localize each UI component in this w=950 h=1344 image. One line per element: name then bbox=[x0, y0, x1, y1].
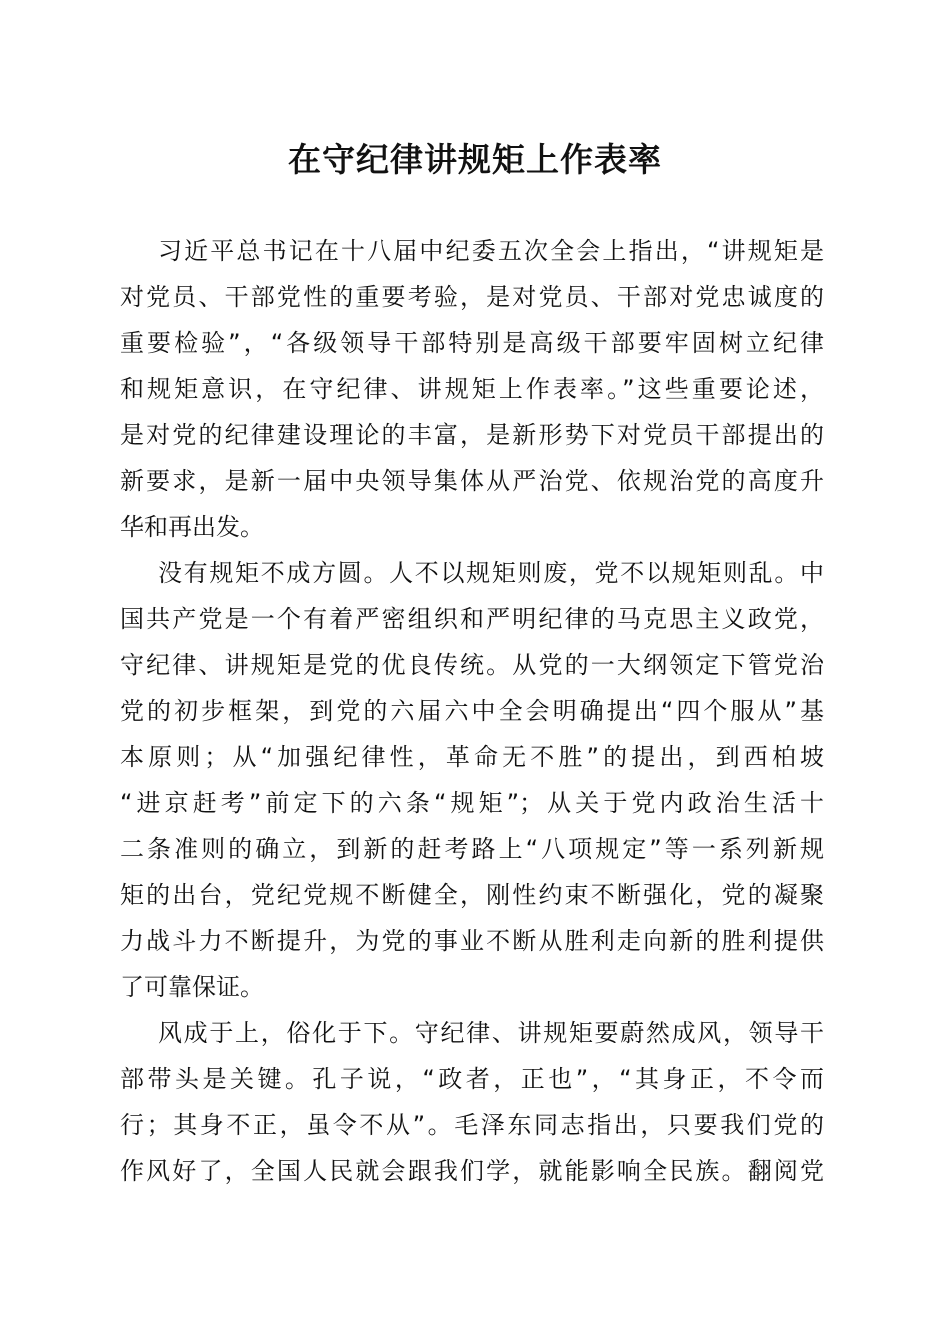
text-line: 二条准则的确立，到新的赶考路上“八项规定”等一系列新规 bbox=[120, 835, 824, 863]
text-line: 矩的出台，党纪党规不断健全，刚性约束不断强化，党的凝聚 bbox=[120, 881, 824, 909]
paragraph-1 bbox=[120, 228, 824, 550]
document-title: 在守纪律讲规矩上作表率 bbox=[288, 140, 662, 179]
text-line: 华和再出发。 bbox=[120, 513, 264, 541]
text-line: 行；其身不正，虽令不从”。毛泽东同志指出，只要我们党的 bbox=[120, 1111, 824, 1139]
text-line: 新要求，是新一届中央领导集体从严治党、依规治党的高度升 bbox=[120, 467, 824, 495]
text-line: 了可靠保证。 bbox=[120, 973, 264, 1001]
text-line: 力战斗力不断提升，为党的事业不断从胜利走向新的胜利提供 bbox=[120, 927, 824, 955]
text-line: 党的初步框架，到党的六届六中全会明确提出“四个服从”基 bbox=[120, 697, 824, 725]
text-line: 部带头是关键。孔子说，“政者，正也”，“其身正，不令而 bbox=[120, 1065, 824, 1093]
text-line: 国共产党是一个有着严密组织和严明纪律的马克思主义政党， bbox=[120, 605, 824, 633]
text-line: 本原则；从“加强纪律性，革命无不胜”的提出，到西柏坡 bbox=[120, 743, 824, 771]
text-line: 重要检验”，“各级领导干部特别是高级干部要牢固树立纪律 bbox=[120, 329, 824, 357]
document-body bbox=[120, 228, 824, 1194]
paragraph-2 bbox=[120, 550, 824, 1010]
text-line: 和规矩意识，在守纪律、讲规矩上作表率。”这些重要论述， bbox=[120, 375, 824, 403]
text-line: “进京赶考”前定下的六条“规矩”；从关于党内政治生活十 bbox=[120, 789, 824, 817]
text-line: 对党员、干部党性的重要考验，是对党员、干部对党忠诚度的 bbox=[120, 283, 824, 311]
text-line: 作风好了，全国人民就会跟我们学，就能影响全民族。翻阅党 bbox=[120, 1157, 824, 1185]
paragraph-3 bbox=[120, 1010, 824, 1194]
text-line: 没有规矩不成方圆。人不以规矩则废，党不以规矩则乱。中 bbox=[158, 559, 824, 587]
text-line: 风成于上，俗化于下。守纪律、讲规矩要蔚然成风，领导干 bbox=[158, 1019, 824, 1047]
text-line: 守纪律、讲规矩是党的优良传统。从党的一大纲领定下管党治 bbox=[120, 651, 824, 679]
text-line: 习近平总书记在十八届中纪委五次全会上指出，“讲规矩是 bbox=[158, 237, 824, 265]
text-line: 是对党的纪律建设理论的丰富，是新形势下对党员干部提出的 bbox=[120, 421, 824, 449]
